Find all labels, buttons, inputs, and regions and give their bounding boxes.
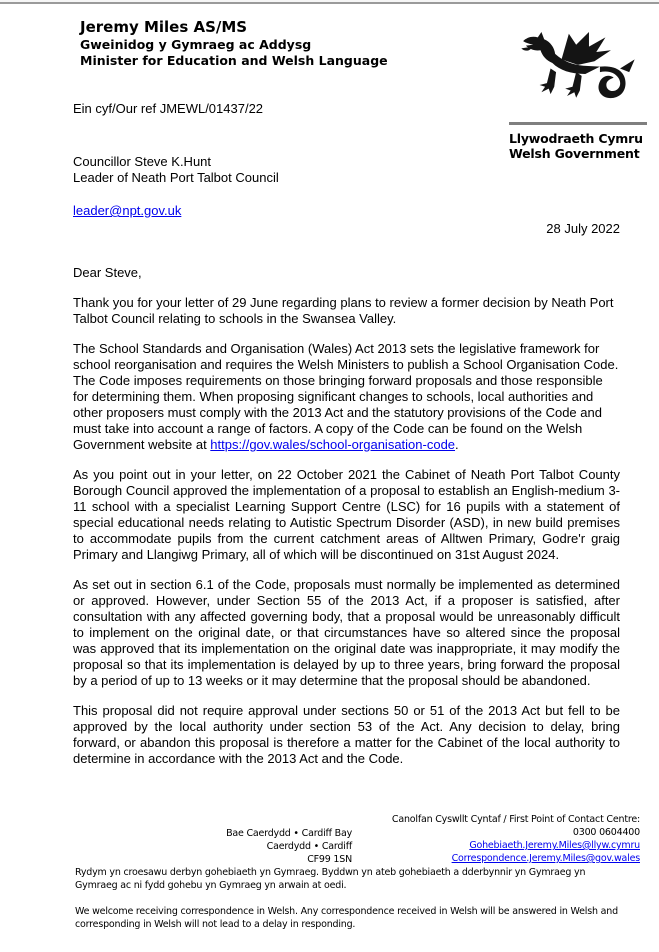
- page-top-rule: [0, 2, 659, 4]
- letter-body: [73, 101, 620, 767]
- welsh-language-note: Rydym yn croesawu derbyn gohebiaeth yn Gymraeg. Byddwn yn ateb gohebiaeth a dderbynnir yn Gymraeg yn Gymraeg ac ni fydd gohebu yn Gymraeg yn arwain at oedi.: [75, 867, 586, 891]
- logo-text-english: Welsh Government: [509, 146, 640, 161]
- address-line-2: Caerdydd • Cardiff: [266, 841, 352, 852]
- paragraph-2: [73, 341, 620, 453]
- paragraph-5: This proposal did not require approval under sections 50 or 51 of the 2013 Act but fell to be approved by the local authority under section 53 of the Act. Any decision to delay, bring forward, or abandon this proposal is therefore a matter for the Cabinet of the local authority to determine in accordance with the 2013 Act and the Code.: [73, 703, 620, 766]
- contact-email-welsh-link[interactable]: Gohebiaeth.Jeremy.Miles@llyw.cymru: [469, 840, 640, 851]
- english-language-note: We welcome receiving correspondence in Welsh. Any correspondence received in Welsh will be answered in Welsh and corresponding in Welsh will not lead to a delay in responding.: [75, 906, 618, 930]
- logo-text-welsh: Llywodraeth Cymru: [509, 131, 643, 146]
- contact-block: [340, 813, 640, 865]
- address-block: [132, 827, 352, 866]
- reference-line: Ein cyf/Our ref JMEWL/01437/22: [73, 101, 264, 116]
- recipient-email-line: [73, 203, 620, 219]
- paragraph-2-period: .: [455, 437, 459, 452]
- minister-name: Jeremy Miles AS/MS: [80, 18, 248, 36]
- contact-centre-title: Canolfan Cyswllt Cyntaf / First Point of Contact Centre:: [391, 814, 640, 825]
- address-line-3: CF99 1SN: [307, 854, 352, 865]
- salutation: Dear Steve,: [73, 265, 142, 280]
- contact-email-english-link[interactable]: Correspondence.Jeremy.Miles@gov.wales: [451, 853, 640, 864]
- address-line-1: Bae Caerdydd • Cardiff Bay: [226, 828, 352, 839]
- letter-date: 28 July 2022: [546, 221, 620, 236]
- logo-divider: [509, 122, 647, 125]
- paragraph-1: Thank you for your letter of 29 June regarding plans to review a former decision by Neath Port Talbot Council relating to schools in the Swansea Valley.: [73, 295, 614, 326]
- recipient-title: Leader of Neath Port Talbot Council: [73, 170, 279, 185]
- school-organisation-code-link[interactable]: https://gov.wales/school-organisation-code: [210, 437, 456, 452]
- paragraph-3: As you point out in your letter, on 22 October 2021 the Cabinet of Neath Port Talbot County Borough Council approved the implementation of a proposal to establish an English-medium 3-11 school with a specialist Learning Support Centre (LSC) for 16 pupils with a statement of special educational needs relating to Autistic Spectrum Disorder (ASD), in new build premises to accommodate pupils from the current catchment areas of Alltwen Primary, Godre'r graig Primary and Llangiwg Primary, all of which will be discontinued on 31st August 2024.: [73, 467, 620, 562]
- welsh-government-logo: [509, 28, 647, 161]
- recipient-name: Councillor Steve K.Hunt: [73, 154, 212, 169]
- contact-phone: 0300 0604400: [572, 827, 640, 838]
- welsh-dragon-icon: [509, 28, 647, 120]
- paragraph-4: As set out in section 6.1 of the Code, proposals must normally be implemented as determined or approved. However, under Section 55 of the 2013 Act, if a proposer is satisfied, after consultation with any affected governing body, that a proposal would be unreasonably difficult to implement on the original date, or that circumstances have so altered since the proposal was approved that its implementation on the original date was inappropriate, it may modify the proposal so that its implementation is delayed by up to three years, bring forward the proposal by a period of up to 13 weeks or it may determine that the proposal should be abandoned.: [73, 577, 620, 688]
- minister-title-english: Minister for Education and Welsh Language: [80, 52, 388, 68]
- minister-title-welsh: Gweinidog y Gymraeg ac Addysg: [80, 37, 312, 52]
- recipient-email-link[interactable]: leader@npt.gov.uk: [73, 203, 182, 218]
- paragraph-2-text: The School Standards and Organisation (Wales) Act 2013 sets the legislative framework for school reorganisation and requires the Welsh Ministers to publish a School Organisation Code. The Code imposes requirements on those bringing forward proposals and those responsible for determining them. When proposing significant changes to schools, local authorities and other proposers must comply with the 2013 Act and the statutory provisions of the Code and must take into account a range of factors. A copy of the Code can be found on the Welsh Government website at: [73, 341, 619, 452]
